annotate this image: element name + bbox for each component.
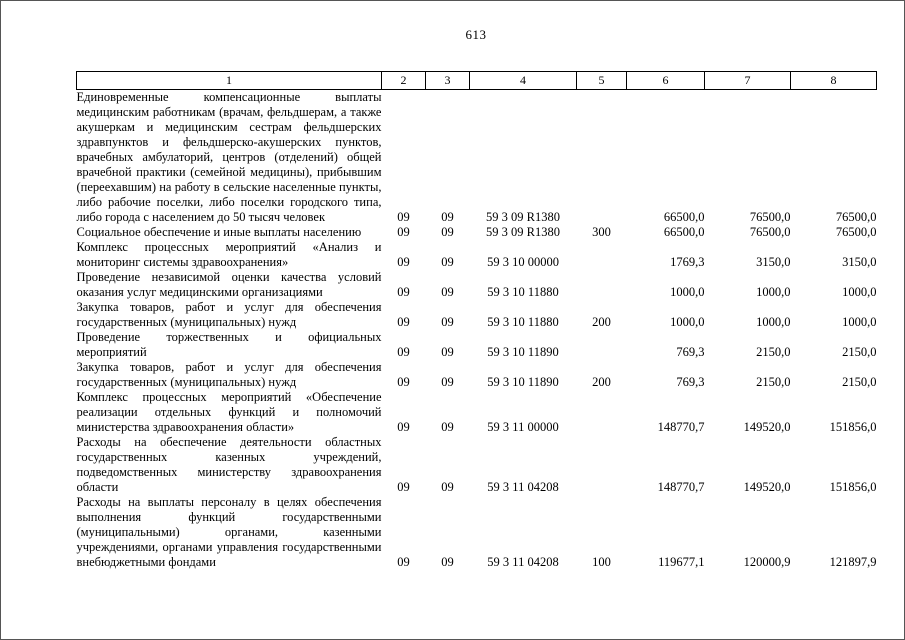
table-cell: 09 bbox=[441, 255, 454, 269]
col-header-1: 1 bbox=[77, 72, 382, 90]
table-cell: 200 bbox=[592, 375, 611, 389]
table-cell bbox=[577, 330, 627, 360]
table-cell: Комплекс процессных мероприятий «Анализ и мониторинг системы здравоохранения» bbox=[76, 240, 382, 269]
page-content bbox=[1, 1, 904, 570]
table-row bbox=[77, 240, 877, 270]
table-cell: 1000,0 bbox=[756, 285, 791, 299]
table-cell: 149520,0 bbox=[743, 420, 791, 434]
table-cell: 09 bbox=[397, 210, 410, 224]
table-cell: Единовременные компенсационные выплаты медицинским работникам (врачам, фельдшерам, а также акушеркам и медицинским сестрам фельдшерских здравпунктов и фельдшерско-акушерских пунктов, врачебных амбулаторий, центров (отделений) общей врачебной практики (семейной медицины), прибывшим (переехавшим) на работу в сельские населенные пункты, либо рабочие поселки, либо поселки городского типа, либо города с населением до 50 тысяч человек bbox=[76, 90, 382, 224]
table-cell: 59 3 11 00000 bbox=[487, 420, 559, 434]
table-cell: 59 3 10 11880 bbox=[487, 315, 559, 329]
table-cell: 1000,0 bbox=[670, 315, 705, 329]
table-row bbox=[77, 360, 877, 390]
table-cell: 1000,0 bbox=[842, 285, 877, 299]
table-cell: 300 bbox=[592, 225, 611, 239]
table-row bbox=[77, 435, 877, 495]
table-cell: 09 bbox=[397, 375, 410, 389]
table-cell bbox=[577, 90, 627, 226]
table-body bbox=[77, 90, 877, 571]
col-header-2: 2 bbox=[382, 72, 426, 90]
table-cell: 76500,0 bbox=[749, 225, 791, 239]
table-cell: 2150,0 bbox=[756, 375, 791, 389]
table-cell: 119677,1 bbox=[658, 555, 705, 569]
budget-table bbox=[76, 71, 877, 570]
col-header-5: 5 bbox=[577, 72, 627, 90]
table-cell: 120000,9 bbox=[743, 555, 791, 569]
table-cell: 76500,0 bbox=[835, 225, 877, 239]
table-cell: 09 bbox=[397, 420, 410, 434]
table-cell: 151856,0 bbox=[829, 480, 877, 494]
table-cell: 09 bbox=[441, 345, 454, 359]
table-cell: 149520,0 bbox=[743, 480, 791, 494]
table-cell: 09 bbox=[397, 480, 410, 494]
table-cell: 59 3 09 R1380 bbox=[486, 210, 560, 224]
page-number: 613 bbox=[465, 27, 487, 42]
table-cell: 09 bbox=[441, 555, 454, 569]
table-cell: 09 bbox=[441, 375, 454, 389]
table-cell: 59 3 09 R1380 bbox=[486, 225, 560, 239]
table-cell: Проведение торжественных и официальных мероприятий bbox=[76, 330, 382, 359]
table-cell: 09 bbox=[441, 285, 454, 299]
table-cell bbox=[577, 435, 627, 495]
table-cell bbox=[577, 240, 627, 270]
col-header-8: 8 bbox=[791, 72, 877, 90]
table-row bbox=[77, 300, 877, 330]
table-row bbox=[77, 330, 877, 360]
table-cell: 59 3 11 04208 bbox=[487, 555, 559, 569]
col-header-4: 4 bbox=[470, 72, 577, 90]
col-header-6: 6 bbox=[627, 72, 705, 90]
table-cell: 09 bbox=[441, 225, 454, 239]
table-cell: 1769,3 bbox=[670, 255, 705, 269]
col-header-7: 7 bbox=[705, 72, 791, 90]
table-cell: 09 bbox=[397, 225, 410, 239]
table-cell: 2150,0 bbox=[842, 375, 877, 389]
table-cell: 148770,7 bbox=[657, 420, 705, 434]
table-cell: 09 bbox=[397, 255, 410, 269]
table-cell: 09 bbox=[441, 480, 454, 494]
table-header-row bbox=[77, 72, 877, 90]
table-cell: Комплекс процессных мероприятий «Обеспечение реализации отдельных функций и полномочий министерства здравоохранения области» bbox=[76, 390, 382, 434]
table-cell: Расходы на обеспечение деятельности областных государственных казенных учреждений, подведомственных министерству здравоохранения области bbox=[76, 435, 382, 494]
table-cell: 100 bbox=[592, 555, 611, 569]
table-cell: Расходы на выплаты персоналу в целях обеспечения выполнения функций государственными (муниципальными) органами, казенными учреждениями, органами управления государственными внебюджетными фондами bbox=[76, 495, 382, 569]
table-row bbox=[77, 495, 877, 570]
table-cell: 09 bbox=[397, 345, 410, 359]
table-cell: 09 bbox=[397, 555, 410, 569]
table-cell: 66500,0 bbox=[663, 225, 705, 239]
table-cell: Закупка товаров, работ и услуг для обеспечения государственных (муниципальных) нужд bbox=[76, 300, 382, 329]
table-cell: 59 3 10 11890 bbox=[487, 375, 559, 389]
table-cell: 59 3 10 11890 bbox=[487, 345, 559, 359]
table-cell: 09 bbox=[441, 210, 454, 224]
table-row bbox=[77, 270, 877, 300]
table-row bbox=[77, 90, 877, 226]
table-cell: 148770,7 bbox=[657, 480, 705, 494]
table-cell: 66500,0 bbox=[663, 210, 705, 224]
table-cell: 2150,0 bbox=[756, 345, 791, 359]
table-cell: 59 3 10 00000 bbox=[487, 255, 559, 269]
col-header-3: 3 bbox=[426, 72, 470, 90]
table-cell: 76500,0 bbox=[835, 210, 877, 224]
table-cell: 2150,0 bbox=[842, 345, 877, 359]
table-cell: 59 3 11 04208 bbox=[487, 480, 559, 494]
table-cell: 1000,0 bbox=[756, 315, 791, 329]
table-cell: 09 bbox=[397, 285, 410, 299]
table-row bbox=[77, 225, 877, 240]
table-row bbox=[77, 390, 877, 435]
table-cell: 769,3 bbox=[676, 345, 705, 359]
table-cell: 200 bbox=[592, 315, 611, 329]
table-cell: 1000,0 bbox=[842, 315, 877, 329]
table-cell bbox=[577, 390, 627, 435]
table-cell: Социальное обеспечение и иные выплаты населению bbox=[76, 225, 362, 239]
table-cell: 151856,0 bbox=[829, 420, 877, 434]
table-cell: 1000,0 bbox=[670, 285, 705, 299]
table-cell: 769,3 bbox=[676, 375, 705, 389]
table-cell: Проведение независимой оценки качества условий оказания услуг медицинскими организациями bbox=[76, 270, 382, 299]
table-cell: 3150,0 bbox=[842, 255, 877, 269]
table-cell bbox=[577, 270, 627, 300]
table-cell: 59 3 10 11880 bbox=[487, 285, 559, 299]
table-cell: 3150,0 bbox=[756, 255, 791, 269]
table-cell: 121897,9 bbox=[829, 555, 877, 569]
table-cell: 09 bbox=[397, 315, 410, 329]
table-cell: 76500,0 bbox=[749, 210, 791, 224]
table-cell: Закупка товаров, работ и услуг для обеспечения государственных (муниципальных) нужд bbox=[76, 360, 382, 389]
table-cell: 09 bbox=[441, 420, 454, 434]
table-cell: 09 bbox=[441, 315, 454, 329]
